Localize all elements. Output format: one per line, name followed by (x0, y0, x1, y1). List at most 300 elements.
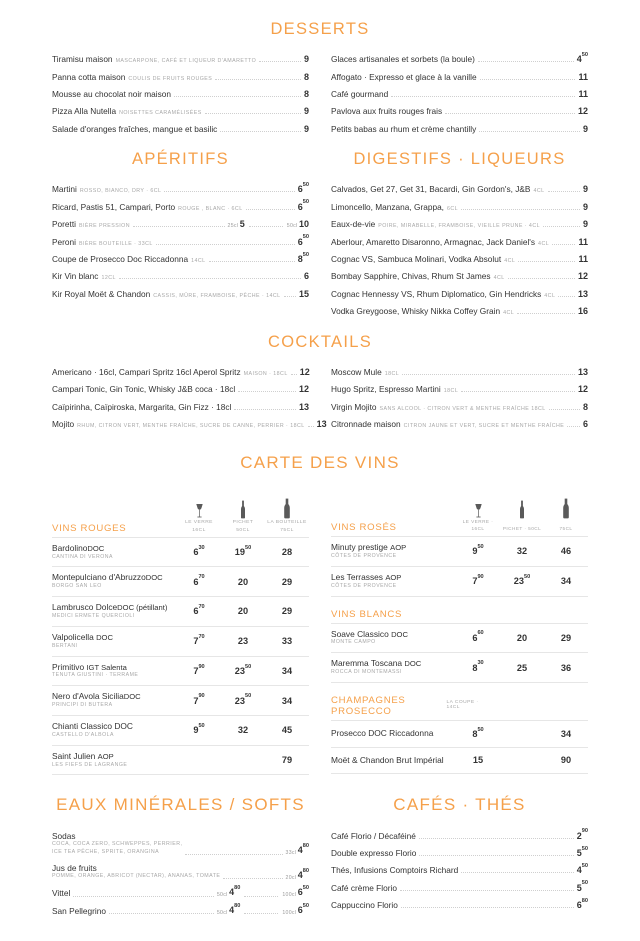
wine-price-bouteille: 29 (560, 632, 572, 643)
wines-right-column (331, 493, 588, 775)
wine-row (331, 652, 588, 683)
menu-item-price: 8 (303, 71, 309, 82)
pichet-bottle-icon (500, 500, 544, 519)
leader-dots (445, 113, 575, 114)
wine-bottle-icon-svg (561, 498, 571, 519)
menu-item-name: Salade d'oranges fraîches, mangue et basilic (52, 123, 218, 134)
menu-item-name: Café crème Florio (331, 882, 397, 893)
menu-item-description: POIRE, MIRABELLE, FRAMBOISE, VIEILLE PRUNE · 4CL (378, 223, 540, 230)
cocktails-columns (52, 364, 588, 434)
wine-info (331, 658, 456, 677)
menu-item-price: $6^{50}$ (297, 199, 309, 212)
wine-price-bouteille: 29 (281, 576, 293, 587)
menu-item-price: 6 (303, 271, 309, 282)
menu-item-name: Affogato · Expresso et glace à la vanille (331, 71, 477, 82)
menu-item (52, 268, 309, 285)
desserts-columns (52, 51, 588, 138)
wine-appellation: AOP (97, 751, 114, 761)
menu-item-name: Poretti (52, 219, 76, 230)
menu-item (331, 364, 588, 381)
leader-dots (73, 896, 214, 897)
wine-name: Moët & Chandon Brut Impérial (331, 754, 444, 765)
menu-item-price: 11 (578, 88, 588, 99)
menu-item-name: Limoncello, Manzana, Grappa, (331, 201, 444, 212)
leader-dots (508, 278, 575, 279)
menu-item (331, 181, 588, 198)
menu-item-price: $6^{50}$ (297, 885, 309, 898)
wine-info (52, 572, 177, 591)
leader-dots (185, 854, 282, 855)
wine-name: Saint Julien AOP (52, 750, 114, 761)
wine-price-pichet: $23^{50}$ (234, 693, 252, 706)
wine-category-label: VINS ROSÉS (331, 522, 397, 534)
menu-item-price: $6^{50}$ (297, 181, 309, 195)
menu-item-name: Moscow Mule (331, 366, 382, 377)
menu-item-description: CASSIS, MÛRE, FRAMBOISE, PÊCHE · 14CL (153, 292, 281, 299)
menu-item-name: Coupe de Prosecco Doc Riccadonna (52, 254, 189, 265)
menu-item-price: 12 (299, 366, 310, 377)
leader-dots (220, 131, 301, 132)
wine-bottle-icon-svg (282, 498, 292, 519)
menu-item-name: Americano · 16cl, Campari Spritz 16cl Aperol Spritz (52, 366, 241, 377)
menu-item-price: 8 (303, 88, 309, 99)
menu-item-price: 9 (582, 184, 588, 195)
menu-item-name: Eaux-de-vie (331, 219, 376, 230)
leader-dots (517, 313, 575, 314)
menu-item (52, 381, 309, 398)
leader-dots (259, 61, 301, 62)
wine-info (52, 602, 177, 621)
menu-item-name: Ricard, Pastis 51, Campari, Porto (52, 201, 176, 212)
wine-price-pichet: 20 (237, 606, 249, 617)
menu-item-price: $4^{80}$ (297, 843, 309, 856)
leader-dots (419, 855, 573, 856)
wine-price-bouteille: 46 (560, 546, 572, 557)
menu-item-description: 14CL (191, 258, 206, 265)
menu-item (52, 234, 309, 251)
wine-row (52, 596, 309, 626)
pichet-bottle-icon-svg (239, 500, 247, 519)
menu-item-price: 12 (577, 384, 588, 395)
menu-item-name: Peroni (52, 236, 76, 247)
leader-dots (291, 374, 297, 375)
wine-info (52, 721, 177, 740)
leader-dots (284, 296, 296, 297)
wine-column-header: 75CL (559, 526, 573, 532)
wine-info (52, 751, 177, 770)
wine-column-header: LE VERRE · 16CL (462, 519, 494, 532)
section-title-aperitifs: APÉRITIFS (132, 150, 229, 169)
menu-item-name: Double expresso Florio (331, 847, 417, 858)
menu-item-price: $6^{50}$ (297, 234, 309, 247)
wine-appellation: AOP (390, 543, 407, 553)
wines-columns (52, 493, 588, 775)
wine-producer: CÔTES DE PROVENCE (331, 582, 397, 589)
menu-item-description: 18CL (443, 388, 459, 395)
wine-producer: TENUTA GIUSTINI · TERRAME (52, 672, 139, 679)
menu-item-price: 9 (582, 219, 588, 230)
menu-item-text (52, 831, 182, 857)
menu-item-description: 4CL (533, 188, 545, 195)
menu-item-name: Virgin Mojito (331, 401, 377, 412)
menu-item (52, 902, 309, 919)
aperitifs-block (52, 150, 309, 321)
leader-dots (461, 209, 580, 210)
wine-category-label: VINS ROUGES (52, 522, 127, 534)
menu-item (52, 199, 309, 216)
aperitifs-digestifs-columns (52, 150, 588, 321)
menu-item-price: $4^{80}$ (229, 902, 241, 915)
menu-item (331, 399, 588, 416)
wine-measure-icons (331, 493, 588, 519)
menu-item-name: Vittel (52, 888, 71, 899)
menu-item (331, 268, 588, 285)
leader-dots (223, 878, 282, 879)
menu-item-name: Cappuccino Florio (331, 900, 398, 911)
menu-item-text (52, 863, 220, 881)
leader-dots (133, 226, 225, 227)
wine-info (331, 572, 456, 591)
menu-item-volume: 25cl (227, 223, 239, 230)
wine-row (52, 715, 309, 745)
menu-item-price: 11 (578, 254, 588, 265)
section-title-eaux: EAUX MINÉRALES / SOFTS (56, 795, 305, 815)
menu-item-volume: 33cl (285, 850, 297, 857)
desserts-right-column (331, 51, 588, 138)
menu-item-description: SANS ALCOOL · CITRON VERT & MENTHE FRAÎCHE 18CL (379, 405, 546, 412)
menu-item (52, 121, 309, 138)
wine-price-pichet: 20 (237, 576, 249, 587)
menu-item-price: 16 (577, 306, 588, 317)
wine-glass-icon-svg (195, 503, 204, 519)
wine-price-pichet: 32 (516, 546, 528, 557)
menu-item-description: 4CL (544, 292, 556, 299)
wines-left-column (52, 493, 309, 775)
wine-name: Minuty prestige AOP (331, 542, 407, 553)
menu-item-name: Vodka Greygoose, Whisky Nikka Coffey Grain (331, 306, 501, 317)
menu-item (331, 199, 588, 216)
leader-dots (109, 913, 214, 914)
wine-price-verre: $6^{60}$ (472, 630, 484, 643)
wine-row (331, 566, 588, 597)
menu-item-volume: 100cl (282, 892, 297, 899)
menu-item-description: 4CL (504, 258, 516, 265)
menu-item-name: Pavlova aux fruits rouges frais (331, 106, 443, 117)
menu-item (331, 827, 588, 844)
wine-bottle-icon (544, 498, 588, 519)
menu-item (331, 68, 588, 85)
menu-item-name: Petits babas au rhum et crème chantilly (331, 123, 477, 134)
menu-item (52, 103, 309, 120)
menu-item-description: 12CL (101, 275, 116, 282)
menu-item-description: 4CL (503, 310, 515, 317)
menu-item-volume: 100cl (282, 909, 297, 916)
menu-item-volume: 50cl (216, 909, 228, 916)
menu-item-name: Pizza Alla Nutella (52, 106, 117, 117)
aperitifs-list (52, 181, 309, 303)
wine-price-pichet: $23^{50}$ (234, 663, 252, 676)
wine-glass-icon (177, 503, 221, 519)
menu-item-price: $8^{50}$ (297, 251, 309, 265)
menu-item-price: 13 (577, 366, 588, 377)
leader-dots (552, 244, 575, 245)
wine-producer: CANTINA DI VERONA (52, 553, 113, 560)
eaux-list (52, 827, 309, 919)
pichet-bottle-icon (221, 500, 265, 519)
menu-item-description: ICE TEA PÊCHE, SPRITE, ORANGINA (52, 848, 160, 855)
wine-column-header: PICHET 50CL (232, 520, 254, 533)
wine-info (52, 662, 177, 681)
menu-item-price: 13 (316, 419, 327, 430)
menu-item-price: 12 (298, 384, 309, 395)
wine-row (331, 536, 588, 566)
menu-item (331, 51, 588, 68)
wine-row (52, 566, 309, 596)
wine-glass-icon-svg (474, 503, 483, 519)
leader-dots (215, 79, 301, 80)
wine-appellation: AOP (385, 572, 402, 582)
leader-dots (164, 191, 294, 192)
menu-item-name: Café Florio / Décaféiné (331, 830, 416, 841)
section-title-cocktails: COCKTAILS (268, 332, 372, 351)
menu-item-price: 9 (303, 123, 309, 134)
wine-glass-icon (456, 503, 500, 519)
leader-dots (461, 872, 573, 873)
menu-item (331, 381, 588, 398)
menu-item-name: Aberlour, Amaretto Disaronno, Armagnac, Jack Daniel's (331, 236, 536, 247)
menu-item (331, 845, 588, 862)
wine-appellation: DOC (96, 632, 113, 642)
wine-appellation: DOC (404, 659, 422, 669)
menu-item (331, 103, 588, 120)
wine-table-rouges (52, 493, 309, 775)
wine-info (331, 728, 456, 739)
leader-dots (480, 79, 576, 80)
menu-item-price: 9 (582, 201, 588, 212)
menu-item (331, 86, 588, 103)
menu-item-price: 11 (578, 71, 588, 82)
wine-price-bouteille: 34 (560, 728, 572, 739)
wine-appellation: DOC (pétillant) (117, 603, 168, 613)
wine-coupe-label: LA COUPE · 14CL (446, 699, 479, 710)
menu-item-description: 4CL (493, 275, 505, 282)
eaux-cafes-columns (52, 795, 588, 919)
wine-producer: MONTE CAMPO (331, 639, 376, 646)
leader-dots (518, 261, 575, 262)
menu-item-price: $6^{50}$ (297, 902, 309, 915)
wine-name: BardolinoDOC (52, 542, 105, 553)
menu-item-text (52, 888, 70, 898)
pichet-bottle-icon-svg (518, 500, 526, 519)
wine-appellation: DOC (123, 692, 141, 702)
menu-item-price: $4^{80}$ (297, 867, 309, 880)
wine-price-pichet: 32 (237, 725, 249, 736)
menu-item-description: 4CL (538, 240, 550, 247)
leader-dots (478, 61, 574, 62)
wine-row (331, 747, 588, 774)
desserts-left-column (52, 51, 309, 138)
section-title-desserts: DESSERTS (270, 20, 370, 38)
wine-price-bouteille: 33 (281, 636, 293, 647)
menu-item (52, 860, 309, 884)
menu-item (52, 51, 309, 68)
menu-item-name: Mojito (52, 419, 75, 430)
wine-name: Primitivo IGT Salenta (52, 661, 127, 672)
wine-bottle-icon (265, 498, 309, 519)
section-title-wines: CARTE DES VINS (240, 453, 400, 473)
leader-dots (174, 96, 301, 97)
menu-item-description: POMME, ORANGE, ABRICOT (NECTAR), ANANAS, TOMATE (52, 873, 221, 880)
menu-item-price: 12 (577, 271, 588, 282)
menu-item-description: MAISON · 18CL (243, 370, 288, 377)
wine-price-verre: $7^{90}$ (193, 693, 205, 706)
menu-item-price: 8 (582, 401, 588, 412)
menu-item-price: $4^{80}$ (229, 885, 241, 898)
menu-item-text (52, 906, 106, 916)
wine-producer: CASTELLO D'ALBOLA (52, 731, 114, 738)
menu-item (331, 251, 588, 268)
menu-item (52, 68, 309, 85)
menu-item (52, 416, 327, 433)
wine-price-verre: $8^{30}$ (472, 660, 484, 673)
menu-item (331, 234, 588, 251)
leader-dots (558, 296, 575, 297)
wine-producer: ROCCA DI MONTEMASSI (331, 669, 402, 676)
wine-price-pichet: $19^{50}$ (234, 544, 252, 558)
leader-dots (479, 131, 580, 132)
wine-price-verre: $9^{50}$ (193, 722, 205, 736)
wine-name: Maremma Toscana DOC (331, 658, 422, 669)
menu-item (52, 216, 309, 233)
section-title-cafes: CAFÉS · THÉS (393, 795, 526, 815)
menu-item-description: MASCARPONE, CAFÉ ET LIQUEUR D'AMARETTO (115, 58, 257, 65)
menu-item-description: COCA, COCA ZERO, SCHWEPPES, PERRIER, (52, 840, 183, 847)
menu-item-name: Café gourmand (331, 88, 389, 99)
menu-item-price: $2^{90}$ (576, 828, 588, 841)
leader-dots (205, 113, 301, 114)
leader-dots (401, 907, 574, 908)
wine-appellation: DOC (145, 573, 163, 583)
cocktails-right-column (331, 364, 588, 434)
wine-table-blancs (331, 609, 588, 683)
wine-column-header: PICHET · 50CL (502, 526, 542, 532)
wine-info (52, 632, 177, 651)
menu-item-price: 9 (582, 123, 588, 134)
menu-item-name: Tiramisu maison (52, 54, 113, 65)
wine-appellation: DOC (391, 629, 408, 639)
menu-item-description: 6CL (447, 205, 459, 212)
menu-item-price: 10 (298, 219, 309, 230)
wine-price-bouteille: 28 (281, 547, 293, 558)
menu-item-price: $4^{50}$ (576, 51, 588, 65)
menu-item-description: NOISETTES CARAMÉLISÉES (119, 110, 202, 117)
wine-column-header: LE VERRE 16CL (185, 520, 213, 533)
wine-producer: BERTANI (52, 642, 78, 649)
menu-item-description: BIÈRE BOUTEILLE · 33CL (78, 240, 153, 247)
menu-item-name: Cognac Hennessy VS, Rhum Diplomatico, Gin Hendricks (331, 288, 542, 299)
menu-item-name: San Pellegrino (52, 905, 106, 916)
wine-row (52, 626, 309, 656)
wine-producer: LES FIEFS DE LAGRANGE (52, 761, 128, 768)
wine-producer: MEDICI ERMETE QUERCIOLI (52, 613, 135, 620)
wine-name: Nero d'Avola SiciliaDOC (52, 691, 141, 702)
menu-item-name: Sodas (52, 830, 76, 841)
menu-item-price: 6 (582, 419, 588, 430)
wine-price-bouteille: 79 (281, 755, 293, 766)
wine-name: Les Terrasses AOP (331, 571, 402, 582)
wine-price-pichet: $23^{50}$ (513, 573, 531, 587)
wine-price-bouteille: 34 (560, 576, 572, 587)
menu-item-name: Hugo Spritz, Espresso Martini (331, 384, 441, 395)
menu-item (52, 251, 309, 268)
leader-dots (391, 96, 575, 97)
menu-item (331, 880, 588, 897)
cocktails-left-column (52, 364, 327, 434)
wine-producer: CÔTES DE PROVENCE (331, 552, 397, 559)
menu-item (331, 121, 588, 138)
menu-item (52, 399, 309, 416)
menu-item-price: 15 (298, 288, 309, 299)
wine-category-header (331, 695, 588, 720)
wine-category-name: CHAMPAGNES PROSECCO (331, 694, 406, 717)
leader-dots (209, 261, 295, 262)
cafes-list (331, 827, 588, 914)
menu-item-volume: 20cl (285, 874, 297, 881)
menu-item-price: $5^{50}$ (576, 880, 588, 893)
menu-item-description: ROSSO, BIANCO, DRY · 6CL (79, 188, 162, 195)
wine-table-champagnes (331, 695, 588, 774)
wine-category-header (331, 519, 588, 536)
wine-price-bouteille: 45 (281, 725, 293, 736)
leader-dots (244, 896, 278, 897)
menu-item-name: Panna cotta maison (52, 71, 126, 82)
menu-item (331, 897, 588, 914)
menu-item-description: CITRON JAUNE ET VERT, SUCRE ET MENTHE FRAÎCHE (403, 423, 565, 430)
wine-table-roses (331, 493, 588, 596)
menu-item (331, 216, 588, 233)
leader-dots (419, 838, 574, 839)
menu-item-price: 13 (577, 288, 588, 299)
menu-item-price: $4^{50}$ (576, 863, 588, 876)
wine-info (52, 543, 177, 562)
wine-name: Montepulciano d'AbruzzoDOC (52, 572, 163, 583)
wine-price-bouteille: 34 (281, 695, 293, 706)
wine-price-verre: $7^{70}$ (193, 633, 205, 647)
menu-item (52, 827, 309, 859)
menu-item-name: Mousse au chocolat noir maison (52, 88, 171, 99)
leader-dots (156, 244, 295, 245)
menu-item-price: 13 (298, 401, 309, 412)
menu-item-price: 9 (303, 106, 309, 117)
leader-dots (238, 391, 296, 392)
menu-item (331, 416, 588, 433)
menu-item (331, 303, 588, 320)
menu-item (52, 286, 309, 303)
menu-item-name: Campari Tonic, Gin Tonic, Whisky J&B coca · 18cl (52, 384, 236, 395)
digestifs-block (331, 150, 588, 321)
menu-item-price: 9 (303, 54, 309, 65)
wine-price-bouteille: 90 (560, 755, 572, 766)
cafes-block (331, 795, 588, 919)
wine-row (52, 745, 309, 776)
leader-dots (234, 409, 296, 410)
wine-price-verre: $7^{90}$ (472, 573, 484, 587)
menu-item-price: $5^{50}$ (576, 845, 588, 858)
wine-name: Lambrusco DolceDOC (pétillant) (52, 602, 168, 613)
section-title-digestifs: DIGESTIFS · LIQUEURS (353, 150, 566, 169)
wine-price-verre: $6^{30}$ (193, 544, 205, 558)
menu-item (52, 884, 309, 901)
